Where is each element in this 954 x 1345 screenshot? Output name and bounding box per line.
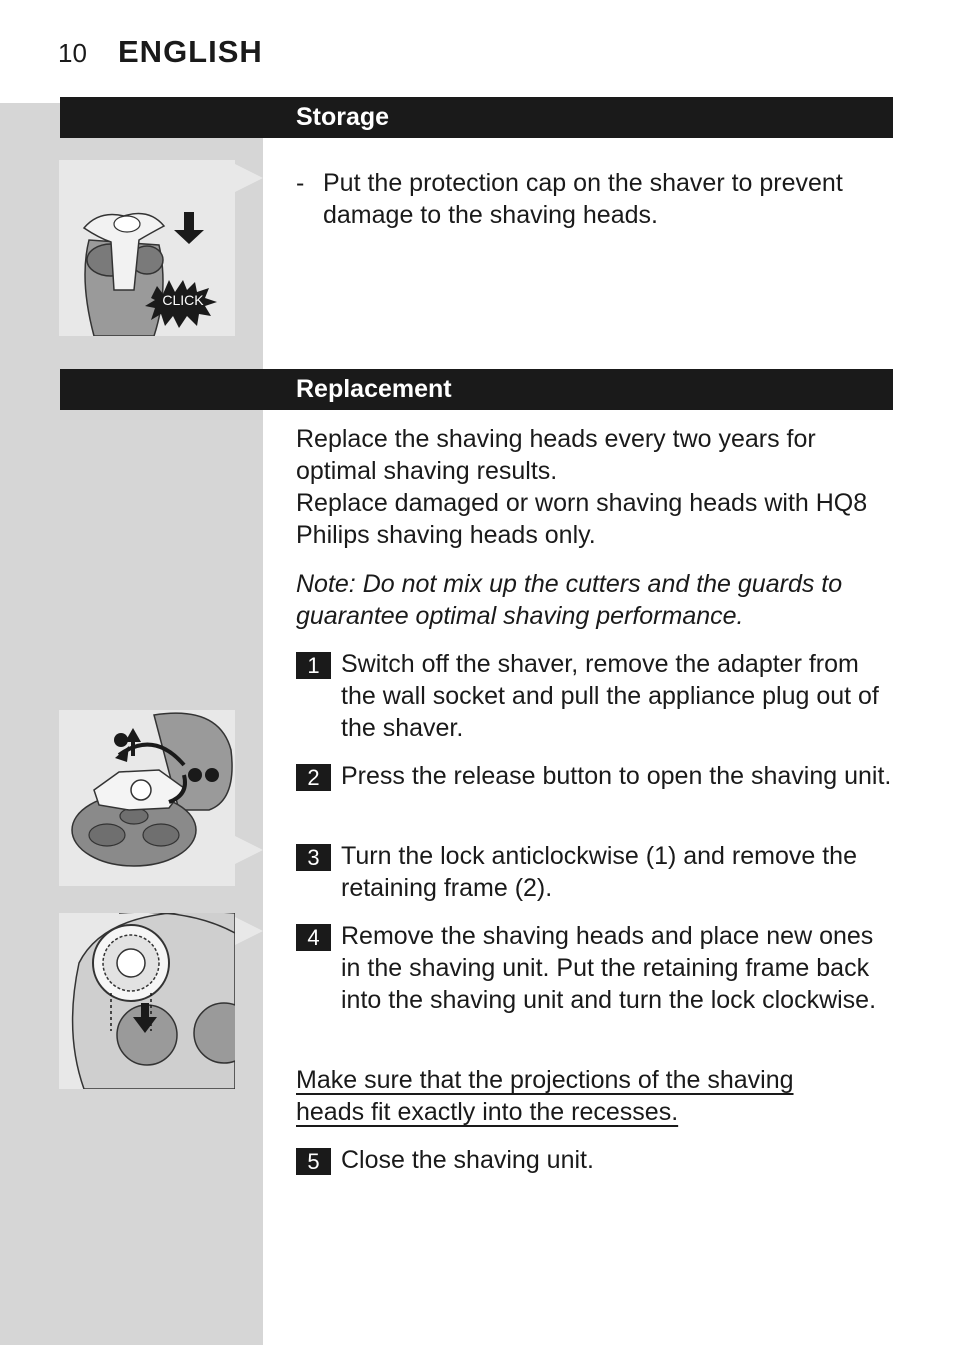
language-heading: ENGLISH [118,34,263,69]
storage-instruction-text: Put the protection cap on the shaver to prevent damage to the shaving heads. [323,169,843,229]
step-number: 1 [296,652,331,679]
figure-pointer [235,164,263,192]
page-number: 10 [58,38,87,68]
step-text: Switch off the shaver, remove the adapter from the wall socket and pull the appliance plug out of the shaver. [341,650,879,742]
figure-pointer [235,836,263,864]
section-bar-replacement [60,369,893,410]
figure-replace-heads [59,913,235,1089]
step-text: Close the shaving unit. [341,1146,594,1174]
step-text: Turn the lock anticlockwise (1) and remove the retaining frame (2). [341,842,857,902]
step-number: 2 [296,764,331,791]
figure-open-shaving-unit [59,710,235,886]
step-number: 5 [296,1148,331,1175]
click-label: CLICK [162,292,204,308]
section-title-storage: Storage [296,103,390,131]
section-bar-storage [60,97,893,138]
step-number: 3 [296,844,331,871]
step-number: 4 [296,924,331,951]
replacement-intro-2: Replace damaged or worn shaving heads with HQ8 Philips shaving heads only. [296,489,868,549]
step-text: Remove the shaving heads and place new ones in the shaving unit. Put the retaining frame back into the shaving unit and turn the lock clockwise. [341,922,877,1014]
figure-protection-cap [59,160,235,336]
figure-pointer [235,917,263,945]
step-text: Press the release button to open the shaving unit. [341,762,892,790]
replacement-tip: Make sure that the projections of the shaving heads fit exactly into the recesses. [296,1066,794,1126]
bullet-dash: - [296,169,305,197]
section-title-replacement: Replacement [296,375,452,403]
replacement-note: Note: Do not mix up the cutters and the guards to guarantee optimal shaving performance. [296,570,843,630]
replacement-intro-1: Replace the shaving heads every two years for optimal shaving results. [296,425,816,485]
